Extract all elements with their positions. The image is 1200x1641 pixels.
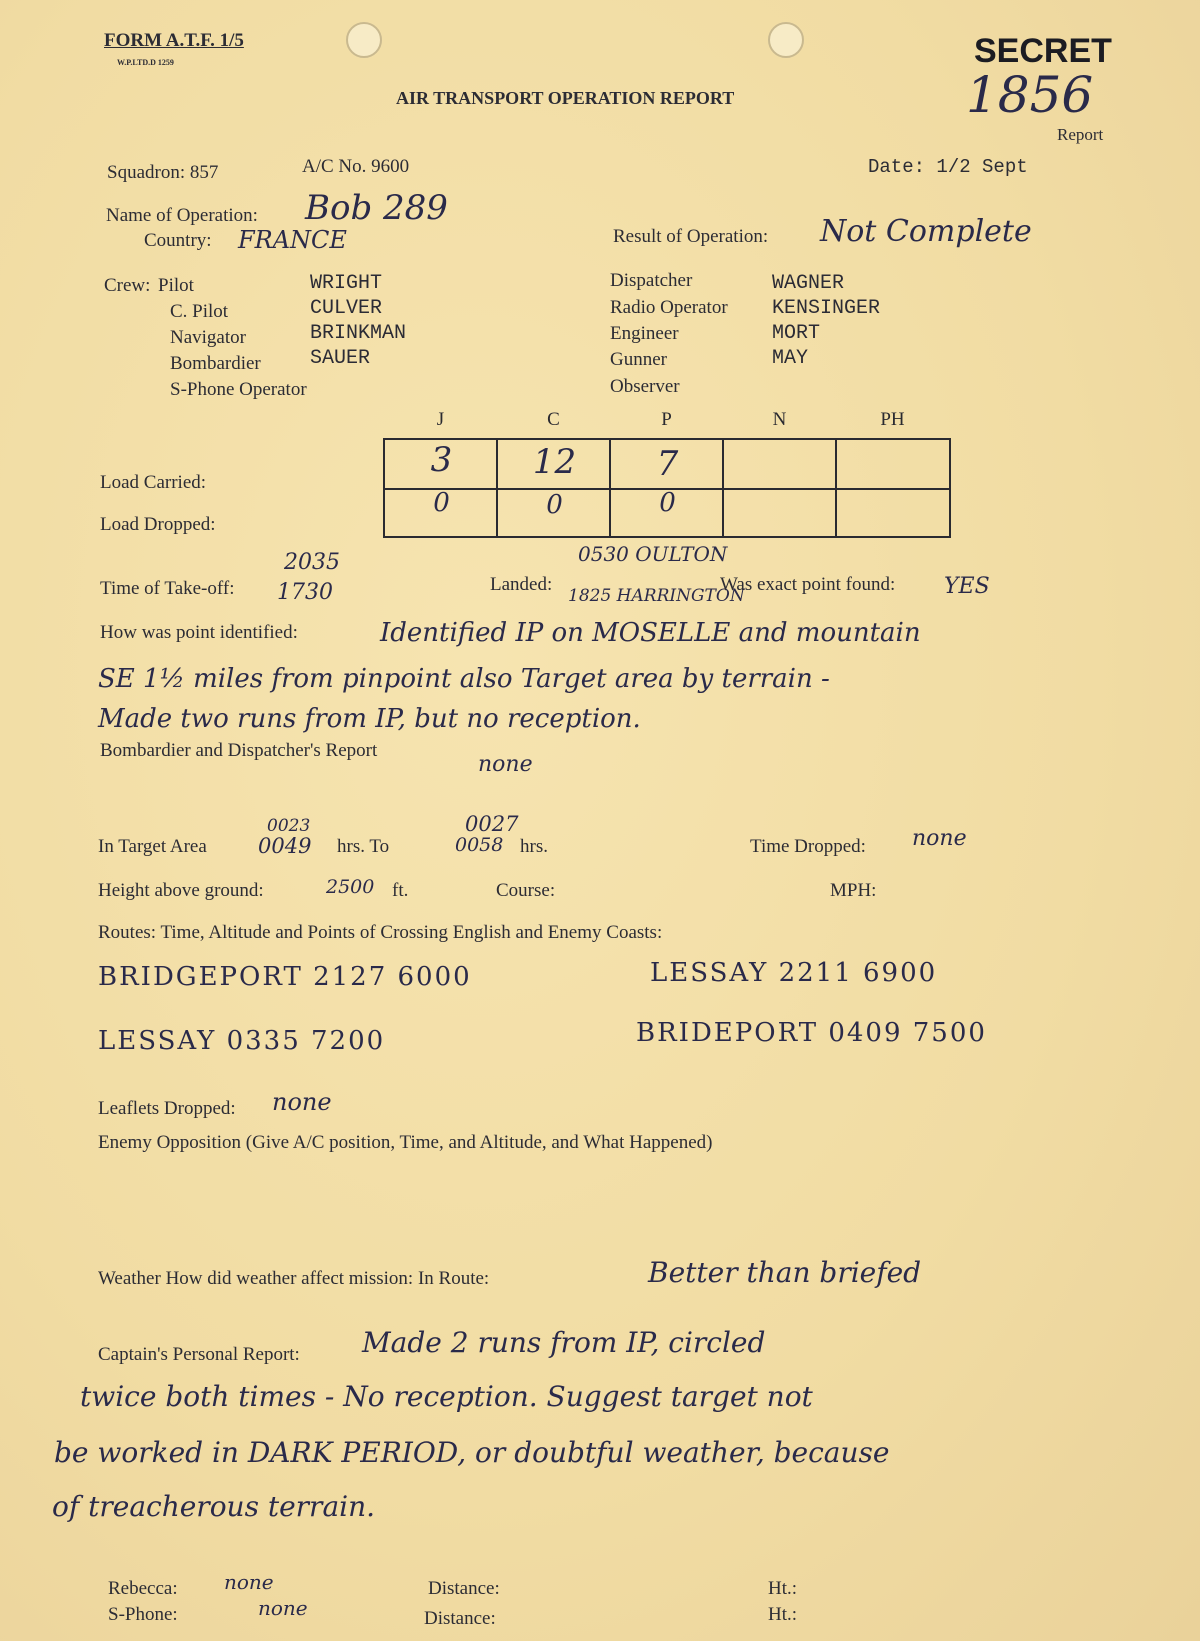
captain-report-line-1: Made 2 runs from IP, circled: [362, 1326, 766, 1359]
landed-top: 0530 OULTON: [578, 542, 728, 566]
load-dropped-label: Load Dropped:: [100, 514, 216, 535]
target-area-label: In Target Area: [98, 836, 207, 857]
crew-role-observer: Observer: [610, 376, 680, 397]
crew-role-dispatcher: Dispatcher: [610, 270, 693, 291]
route-row-2-b: BRIDEPORT 0409 7500: [636, 1018, 987, 1048]
crew-role-pilot: Pilot: [158, 275, 194, 296]
bombardier-report-value: none: [478, 752, 533, 777]
weather-value: Better than briefed: [648, 1256, 922, 1289]
takeoff-time-top: 2035: [284, 550, 340, 575]
height-unit: ft.: [392, 880, 409, 901]
squadron-field: Squadron: 857: [107, 162, 219, 183]
exact-point-label: Was exact point found:: [720, 574, 896, 595]
rebecca-height-label: Ht.:: [768, 1578, 798, 1599]
load-carried-c: 12: [532, 442, 577, 482]
crew-name-copilot: CULVER: [310, 297, 383, 320]
crew-role-copilot: C. Pilot: [170, 301, 229, 322]
crew-role-engineer: Engineer: [610, 323, 679, 344]
route-row-1-b: LESSAY 2211 6900: [650, 958, 938, 988]
country-value: FRANCE: [238, 226, 347, 254]
enemy-opposition-label: Enemy Opposition (Give A/C position, Time, and Altitude, and What Happened): [98, 1132, 713, 1153]
load-col-n: N: [772, 409, 787, 430]
time-dropped-label: Time Dropped:: [750, 836, 866, 857]
crew-name-navigator: BRINKMAN: [310, 322, 407, 345]
sphone-height-label: Ht.:: [768, 1604, 798, 1625]
landed-label: Landed:: [490, 574, 553, 595]
load-dropped-p: 0: [659, 488, 676, 518]
load-dropped-c: 0: [546, 490, 563, 520]
punch-hole-left: [346, 22, 382, 58]
rebecca-value: none: [224, 1570, 274, 1594]
route-row-2-a: LESSAY 0335 7200: [98, 1026, 386, 1056]
result-label: Result of Operation:: [613, 226, 769, 247]
report-number: 1856: [966, 66, 1094, 124]
crew-role-navigator: Navigator: [170, 327, 246, 348]
rebecca-label: Rebecca:: [108, 1578, 178, 1599]
aircraft-number-field: A/C No. 9600: [302, 156, 410, 177]
load-carried-p: 7: [656, 444, 679, 484]
operation-name-label: Name of Operation:: [106, 205, 258, 226]
crew-role-bombardier: Bombardier: [170, 353, 261, 374]
identification-line-1: Identified IP on MOSELLE and mountain: [380, 618, 921, 648]
result-value: Not Complete: [820, 214, 1032, 249]
bombardier-report-label: Bombardier and Dispatcher's Report: [100, 740, 378, 761]
crew-name-gunner: MAY: [772, 347, 809, 370]
load-dropped-j: 0: [433, 488, 450, 518]
load-col-j: J: [436, 409, 445, 430]
crew-role-radio: Radio Operator: [610, 297, 728, 318]
height-label: Height above ground:: [98, 880, 264, 901]
captain-report-line-2: twice both times - No reception. Suggest target not: [80, 1380, 813, 1413]
identification-label: How was point identified:: [100, 622, 298, 643]
sphone-label: S-Phone:: [108, 1604, 178, 1625]
form-id: FORM A.T.F. 1/5: [104, 30, 244, 51]
target-hrs-to: hrs. To: [337, 836, 390, 857]
crew-name-engineer: MORT: [772, 322, 821, 345]
crew-name-pilot: WRIGHT: [310, 272, 383, 295]
identification-line-3: Made two runs from IP, but no reception.: [98, 704, 641, 734]
captain-report-label: Captain's Personal Report:: [98, 1344, 300, 1365]
target-hrs: hrs.: [520, 836, 548, 857]
target-in-bottom: 0049: [258, 834, 312, 858]
course-label: Course:: [496, 880, 556, 901]
exact-point-value: YES: [944, 574, 990, 599]
mph-label: MPH:: [830, 880, 877, 901]
weather-label: Weather How did weather affect mission: In Route:: [98, 1268, 490, 1289]
leaflets-label: Leaflets Dropped:: [98, 1098, 236, 1119]
target-in-top: 0023: [267, 816, 311, 836]
punch-hole-right: [768, 22, 804, 58]
load-col-c: C: [547, 409, 560, 430]
identification-line-2: SE 1½ miles from pinpoint also Target area by terrain -: [98, 664, 830, 694]
crew-name-dispatcher: WAGNER: [772, 272, 845, 295]
page-title: AIR TRANSPORT OPERATION REPORT: [396, 88, 735, 108]
load-col-ph: PH: [880, 409, 905, 430]
target-to-top: 0027: [465, 812, 519, 836]
captain-report-line-3: be worked in DARK PERIOD, or doubtful weather, because: [54, 1436, 890, 1469]
target-to-bottom: 0058: [455, 834, 504, 856]
load-col-p: P: [661, 409, 672, 430]
crew-name-radio: KENSINGER: [772, 297, 881, 320]
sphone-distance-label: Distance:: [424, 1608, 496, 1629]
crew-name-bombardier: SAUER: [310, 347, 371, 370]
crew-label: Crew:: [104, 275, 151, 296]
route-row-1-a: BRIDGEPORT 2127 6000: [98, 962, 472, 992]
printer-code: W.P.LTD.D 1259: [117, 58, 174, 67]
leaflets-value: none: [272, 1088, 332, 1116]
load-carried-j: 3: [430, 440, 453, 480]
takeoff-label: Time of Take-off:: [100, 578, 235, 599]
operation-name-value: Bob 289: [305, 188, 448, 228]
report-label: Report: [1057, 125, 1104, 144]
takeoff-time-bottom: 1730: [277, 580, 333, 605]
captain-report-line-4: of treacherous terrain.: [52, 1490, 376, 1523]
height-value: 2500: [326, 876, 375, 898]
crew-role-gunner: Gunner: [610, 349, 667, 370]
country-label: Country:: [144, 230, 212, 251]
sphone-value: none: [258, 1596, 308, 1620]
classification-stamp: SECRET: [974, 32, 1112, 70]
time-dropped-value: none: [912, 826, 967, 851]
load-table: [383, 438, 951, 538]
landed-bottom: 1825 HARRINGTON: [568, 586, 745, 606]
routes-label: Routes: Time, Altitude and Points of Crossing English and Enemy Coasts:: [98, 922, 663, 943]
rebecca-distance-label: Distance:: [428, 1578, 500, 1599]
load-carried-label: Load Carried:: [100, 472, 207, 493]
crew-role-sphone: S-Phone Operator: [170, 379, 307, 400]
date-field: Date: 1/2 Sept: [868, 156, 1028, 178]
